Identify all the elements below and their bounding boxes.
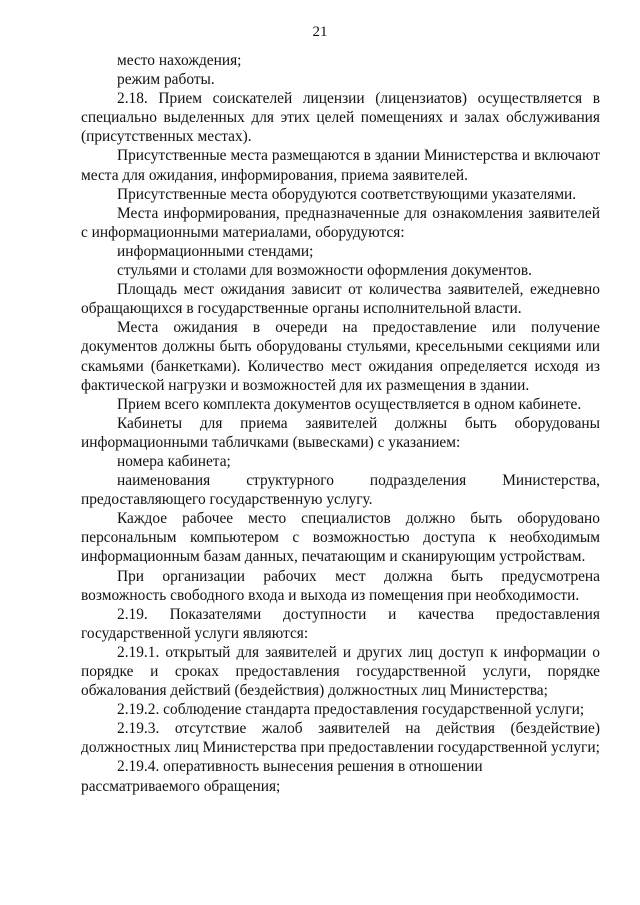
paragraph-workplace: Каждое рабочее место специалистов должно быть оборудовано персональным компьютером с возможностью доступа к необходимым информационным базам данных, печатающим и сканирующим устройствам. (81, 510, 600, 566)
paragraph-2-19-3: 2.19.3. отсутствие жалоб заявителей на действия (бездействие) должностных лиц Министерства при предоставлении государственной услуги; (81, 720, 600, 757)
paragraph-signs: Присутственные места оборудуются соответствующими указателями. (117, 185, 577, 203)
paragraph-office-number: номера кабинета; (117, 452, 231, 470)
paragraph-department-name: наименования структурного подразделения Министерства, предоставляющего государственную услугу. (81, 472, 600, 509)
document-body (81, 51, 600, 796)
paragraph-waiting-area: Площадь мест ожидания зависит от количества заявителей, ежедневно обращающихся в государственные органы исполнительной власти. (81, 281, 600, 318)
paragraph-chairs-tables: стульями и столами для возможности оформления документов. (117, 262, 532, 280)
paragraph-one-office: Прием всего комплекта документов осуществляется в одном кабинете. (117, 395, 582, 413)
paragraph-2-19-4: 2.19.4. оперативность вынесения решения в отношении рассматриваемого обращения; (81, 758, 483, 795)
paragraph-free-access: При организации рабочих мест должна быть предусмотрена возможность свободного входа и выхода из помещения при необходимости. (81, 567, 600, 604)
paragraph-2-19-2: 2.19.2. соблюдение стандарта предоставления государственной услуги; (117, 701, 585, 719)
paragraph-2-19-1: 2.19.1. открытый для заявителей и других лиц доступ к информации о порядке и сроках предоставления государственной услуги, порядке обжалования действий (бездействия) должностных лиц Министерства; (81, 643, 600, 700)
paragraph-work-mode: режим работы. (117, 71, 215, 89)
paragraph-info-places: Места информирования, предназначенные для ознакомления заявителей с информационными материалами, оборудуются: (81, 204, 600, 241)
paragraph-office-signs: Кабинеты для приема заявителей должны быть оборудованы информационными табличками (вывесками) с указанием: (81, 414, 600, 451)
paragraph-presence-places: Присутственные места размещаются в здании Министерства и включают места для ожидания, информирования, приема заявителей. (81, 147, 600, 184)
paragraph-info-stands: информационными стендами; (117, 242, 314, 260)
paragraph-queue-places: Места ожидания в очереди на предоставление или получение документов должны быть оборудованы стульями, кресельными секциями или скамьями (банкетками). Количество мест ожидания определяется исходя из фактической нагрузки и возможностей для их размещения в здании. (81, 319, 600, 394)
paragraph-location: место нахождения; (117, 52, 242, 69)
paragraph-2-19: 2.19. Показателями доступности и качества предоставления государственной услуги являются: (81, 605, 600, 642)
page-number: 21 (312, 24, 328, 40)
paragraph-2-18: 2.18. Прием соискателей лицензии (лицензиатов) осуществляется в специально выделенных для этих целей помещениях и залах обслуживания (присутственных местах). (81, 90, 600, 146)
